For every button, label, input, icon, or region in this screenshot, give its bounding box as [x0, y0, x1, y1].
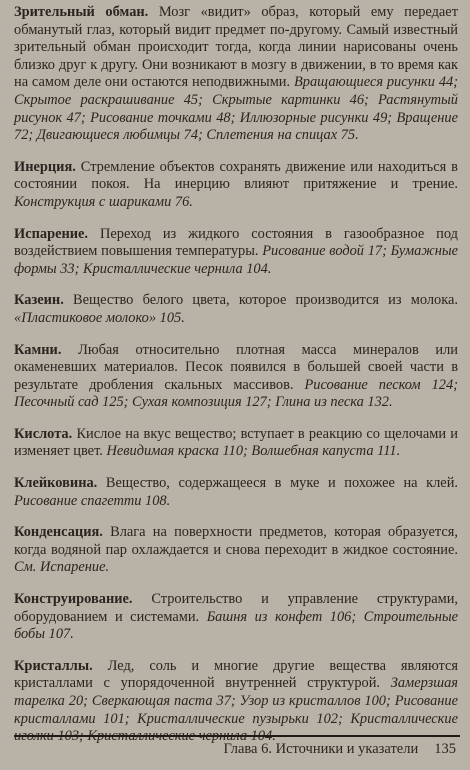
- glossary-entry: [14, 658, 458, 746]
- entry-references: Невидимая краска 110; Волшебная капуста 111.: [106, 443, 401, 460]
- entry-references: Замерзшая тарелка 20; Сверкающая паста 37; Узор из кристаллов 100; Рисование кристаллами 101; Кристаллические пузырьки 102; Кристаллические иголки 103; Кристаллические чернила 104.: [14, 675, 458, 745]
- entry-description: Влага на поверхности предметов, которая образуется, когда водяной пар охлаждается и снова переходит в жидкое состояние.: [14, 524, 458, 558]
- glossary-entries: [14, 4, 458, 746]
- page-number: 135: [434, 741, 456, 757]
- glossary-entry: [14, 4, 458, 145]
- entry-references: См. Испарение.: [14, 559, 110, 576]
- entry-term: Инерция.: [14, 158, 76, 175]
- entry-term: Конденсация.: [14, 524, 103, 541]
- entry-term: Конструирование.: [14, 591, 133, 608]
- entry-term: Испарение.: [14, 225, 89, 242]
- glossary-entry: [14, 426, 458, 461]
- entry-description: Переход из жидкого состояния в газообразное под воздействием повышения температуры.: [14, 225, 458, 260]
- entry-term: Клейковина.: [14, 475, 98, 492]
- glossary-entry: [14, 292, 458, 327]
- entry-references: Рисование спагетти 108.: [14, 492, 171, 509]
- page-footer: [223, 741, 456, 758]
- entry-references: Рисование песком 124; Песочный сад 125; Сухая композиция 127; Глина из песка 132.: [14, 376, 458, 411]
- glossary-entry: [14, 591, 458, 644]
- entry-references: Конструкция с шариками 76.: [14, 193, 193, 210]
- entry-description: Любая относительно плотная масса минералов или окаменевших материалов. Песок появился в большей своей части в результате дробления скальных массивов.: [14, 341, 458, 393]
- entry-term: Кислота.: [14, 425, 73, 442]
- chapter-title: Глава 6. Источники и указатели: [223, 741, 419, 757]
- glossary-entry: [14, 475, 458, 510]
- entry-references: Башня из конфет 106; Строительные бобы 107.: [14, 608, 459, 643]
- entry-references: Рисование водой 17; Бумажные формы 33; Кристаллические чернила 104.: [14, 243, 458, 277]
- entry-description: Лед, соль и многие другие вещества являются кристаллами с упорядоченной внутренней структурой.: [14, 657, 458, 692]
- entry-description: Вещество, содержащееся в муке и похожее на клей.: [105, 475, 458, 492]
- entry-term: Кристаллы.: [14, 657, 93, 674]
- entry-description: Мозг «видит» образ, который ему передает обманутый глаз, который видит предмет по-другому. Самый известный зрительный обман происходит тогда, когда линии нарисованы очень близко друг к другу. Они возникают в мозгу в движении, в то время как на самом деле они остаются неподвижными.: [14, 4, 458, 91]
- glossary-entry: [14, 524, 458, 577]
- entry-description: Вещество белого цвета, которое производится из молока.: [73, 292, 458, 309]
- footer-rule: [14, 735, 460, 737]
- entry-references: Вращающиеся рисунки 44; Скрытое раскрашивание 45; Скрытые картинки 46; Растянутый рисунок 47; Рисование точками 48; Иллюзорные рисунки 49; Вращение 72; Двигающиеся любимцы 74; Сплетения на спицах 75.: [14, 74, 458, 144]
- entry-references: «Пластиковое молоко» 105.: [14, 309, 185, 326]
- entry-description: Стремление объектов сохранять движение или находиться в состоянии покоя. На инерцию влияют притяжение и трение.: [14, 158, 458, 193]
- entry-description: Кислое на вкус вещество; вступает в реакцию со щелочами и изменяет цвет.: [14, 425, 458, 460]
- glossary-entry: [14, 342, 458, 412]
- entry-term: Зрительный обман.: [14, 4, 149, 20]
- glossary-entry: [14, 226, 458, 279]
- entry-term: Казеин.: [14, 292, 64, 309]
- glossary-entry: [14, 159, 458, 212]
- entry-description: Строительство и управление структурами, оборудованием и системами.: [14, 591, 458, 625]
- entry-term: Камни.: [14, 341, 62, 358]
